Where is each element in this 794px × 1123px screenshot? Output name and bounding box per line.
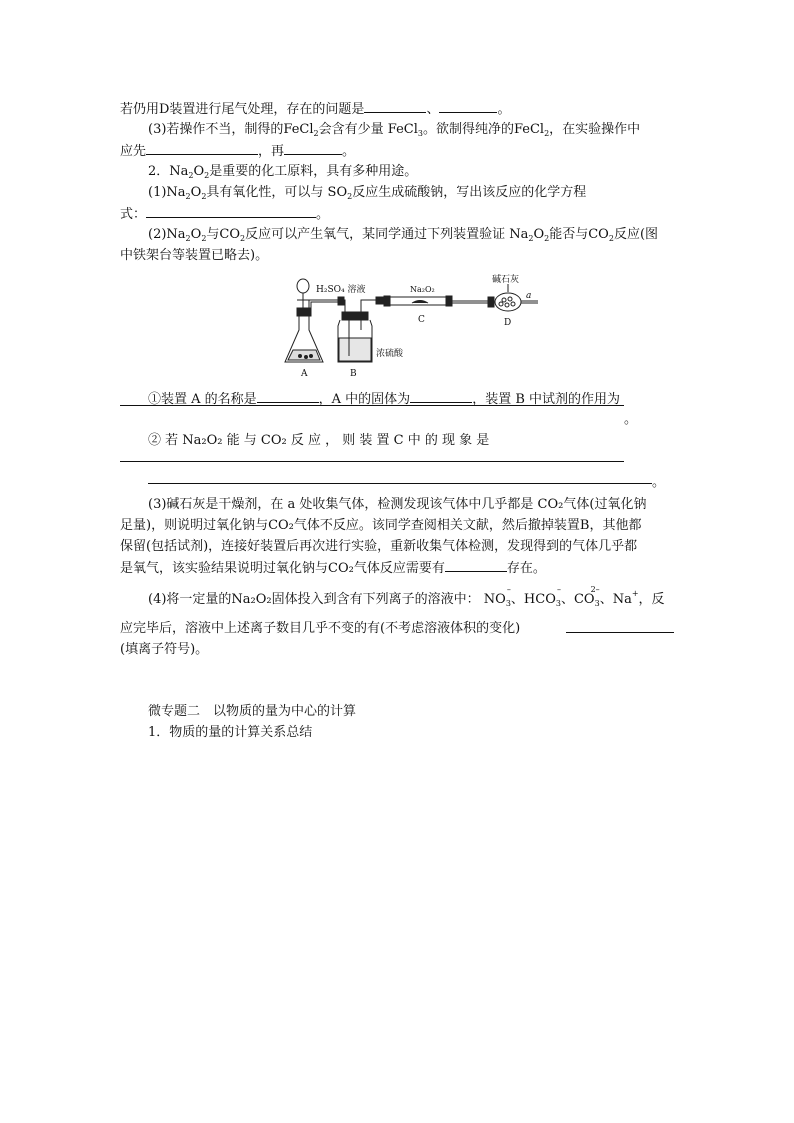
label-h2so4: H₂SO₄ 溶液 — [316, 285, 366, 295]
question-2-3-line2: 足量)，则说明过氧化钠与CO₂气体不反应。该同学查阅相关文献，然后撤掉装置B，其他都 — [120, 518, 642, 533]
apparatus-figure — [280, 270, 540, 385]
answer-line — [120, 461, 624, 462]
label-na2o2: Na₂O₂ — [410, 285, 435, 294]
wash-bottle-b — [338, 300, 378, 362]
answer-blank — [364, 100, 426, 113]
answer-blank — [445, 559, 507, 572]
question-2-2-line2: 中铁架台等装置已略去)。 — [120, 248, 269, 263]
sub-question-1: ①装置 A 的名称是 ，A 中的固体为 ，装置 B 中试剂的作用为 — [148, 392, 621, 407]
ion-sodium: Na+ — [612, 589, 639, 607]
question-3-line1: (3)若操作不当，制得的FeCl$_2$会含有少量 FeCl$_3$。欲制得纯净的FeCl$_2$，在实验操作中 — [148, 122, 641, 138]
answer-blank — [257, 390, 319, 403]
sub-question-2: ② 若 Na₂O₂ 能 与 CO₂ 反 应 ， 则 装 置 C 中 的 现 象 是 — [148, 433, 490, 448]
question-2-3-line4: 是氧气，该实验结果说明过氧化钠与CO₂气体反应需要有 存在。 — [120, 561, 546, 576]
answer-line — [120, 405, 624, 406]
question-3-line2: 应先 ，再 。 — [120, 144, 356, 159]
question-2-4-line3: (填离子符号)。 — [120, 642, 209, 657]
question-2-4-line1: (4)将一定量的Na₂O₂固体投入到含有下列离子的溶液中： $NO_3$ – 、$HCO_3$ – 、$CO_3$ 2– 、Na+，反 — [148, 585, 665, 608]
question-d-tail: 若仍用D装置进行尾气处理，存在的问题是 、 。 — [120, 102, 511, 117]
ion-bicarbonate: $HCO_3$ – — [523, 585, 561, 608]
section-item-1: 1．物质的量的计算关系总结 — [148, 725, 313, 740]
reaction-tube-c — [376, 296, 490, 306]
answer-line — [148, 483, 652, 484]
label-a: A — [301, 369, 308, 379]
ion-carbonate: $CO_3$ 2– — [573, 585, 600, 608]
answer-blank — [410, 390, 472, 403]
document-page: 若仍用D装置进行尾气处理，存在的问题是 、 。 (3)若操作不当，制得的FeCl$_2$会含有少量 FeCl$_3$。欲制得纯净的FeCl$_2$，在实验操作中 应先 ，再 。 2．$Na_2O_2$是重要的化工原料，具有多种用途。 $(1)Na_2O_2$具有氧化性，可以与 $SO_2$反应生成硫酸钠，写出该反应的化学方程 式： 。 $(2)Na_2O_2$与$CO_2$反应可以产生氧气，某同学通过下列装置验证 $Na_2O_2$能否与$CO_2$反应(图 中铁架台等装置已略去)。 H₂SO₄ 溶液 Na₂O₂ 碱石灰 浓硫酸 A B C D a ①装置 A 的名称是 ，A 中的固体为 ，装置 B 中试剂的作用为 。 ② 若 Na₂O₂ 能 与 CO₂ 反 应 ， 则 装 置 C 中 的 现 象 是 。 (3)碱石灰是干燥剂，在 a 处收集气体，检测发现该气体中几乎都是 CO₂气体(过氧化钠 足量)，则说明过氧化钠与CO₂气体不反应。该同学查阅相关文献，然后撤掉装置B，其他都 保留(包括试剂)，连接好装置后再次进行实验，重新收集气体检测，发现得到的气体几乎都 是氧气，该实验结果说明过氧化钠与CO₂气体反应需要有 存在。 (4)将一定量的Na₂O₂固体投入到含有下列离子的溶液中： $NO_3$ – 、$HCO_3$ – 、$CO_3$ 2– 、Na+，反 应完毕后，溶液中上述离子数目几乎不变的有(不考虑溶液体积的变化) (填离子符号)。 微专题二 以物质的量为中心的计算 1．物质的量的计算关系总结 — [0, 0, 794, 1123]
label-c: C — [418, 315, 425, 325]
question-2-3-line1: (3)碱石灰是干燥剂，在 a 处收集气体，检测发现该气体中几乎都是 CO₂气体(过氧化钠 — [148, 497, 647, 512]
label-soda-lime: 碱石灰 — [492, 275, 520, 285]
question-2-2-line1: $(2)Na_2O_2$与$CO_2$反应可以产生氧气，某同学通过下列装置验证 $Na_2O_2$能否与$CO_2$反应(图 — [148, 227, 659, 243]
section-title: 微专题二 以物质的量为中心的计算 — [148, 704, 357, 719]
label-b: B — [350, 369, 357, 379]
label-conc-h2so4: 浓硫酸 — [376, 349, 404, 359]
question-2-1-line1: $(1)Na_2O_2$具有氧化性，可以与 $SO_2$反应生成硫酸钠，写出该反应的化学方程 — [148, 185, 587, 201]
question-2-head: 2．$Na_2O_2$是重要的化工原料，具有多种用途。 — [148, 164, 418, 180]
connecting-tube — [309, 297, 345, 314]
label-d: D — [504, 318, 512, 328]
question-2-4-line2: 应完毕后，溶液中上述离子数目几乎不变的有(不考虑溶液体积的变化) — [120, 621, 521, 636]
answer-blank — [146, 205, 316, 218]
ion-nitrate: $NO_3$ – — [483, 585, 511, 608]
answer-blank — [284, 142, 342, 155]
label-outlet-a: a — [526, 291, 532, 301]
conical-flask-a — [285, 308, 323, 362]
answer-blank — [439, 100, 497, 113]
answer-blank — [146, 142, 258, 155]
answer-line — [566, 632, 674, 633]
question-2-1-line2: 式： 。 — [120, 207, 330, 222]
question-2-3-line3: 保留(包括试剂)，连接好装置后再次进行实验，重新收集气体检测，发现得到的气体几乎都 — [120, 539, 638, 554]
